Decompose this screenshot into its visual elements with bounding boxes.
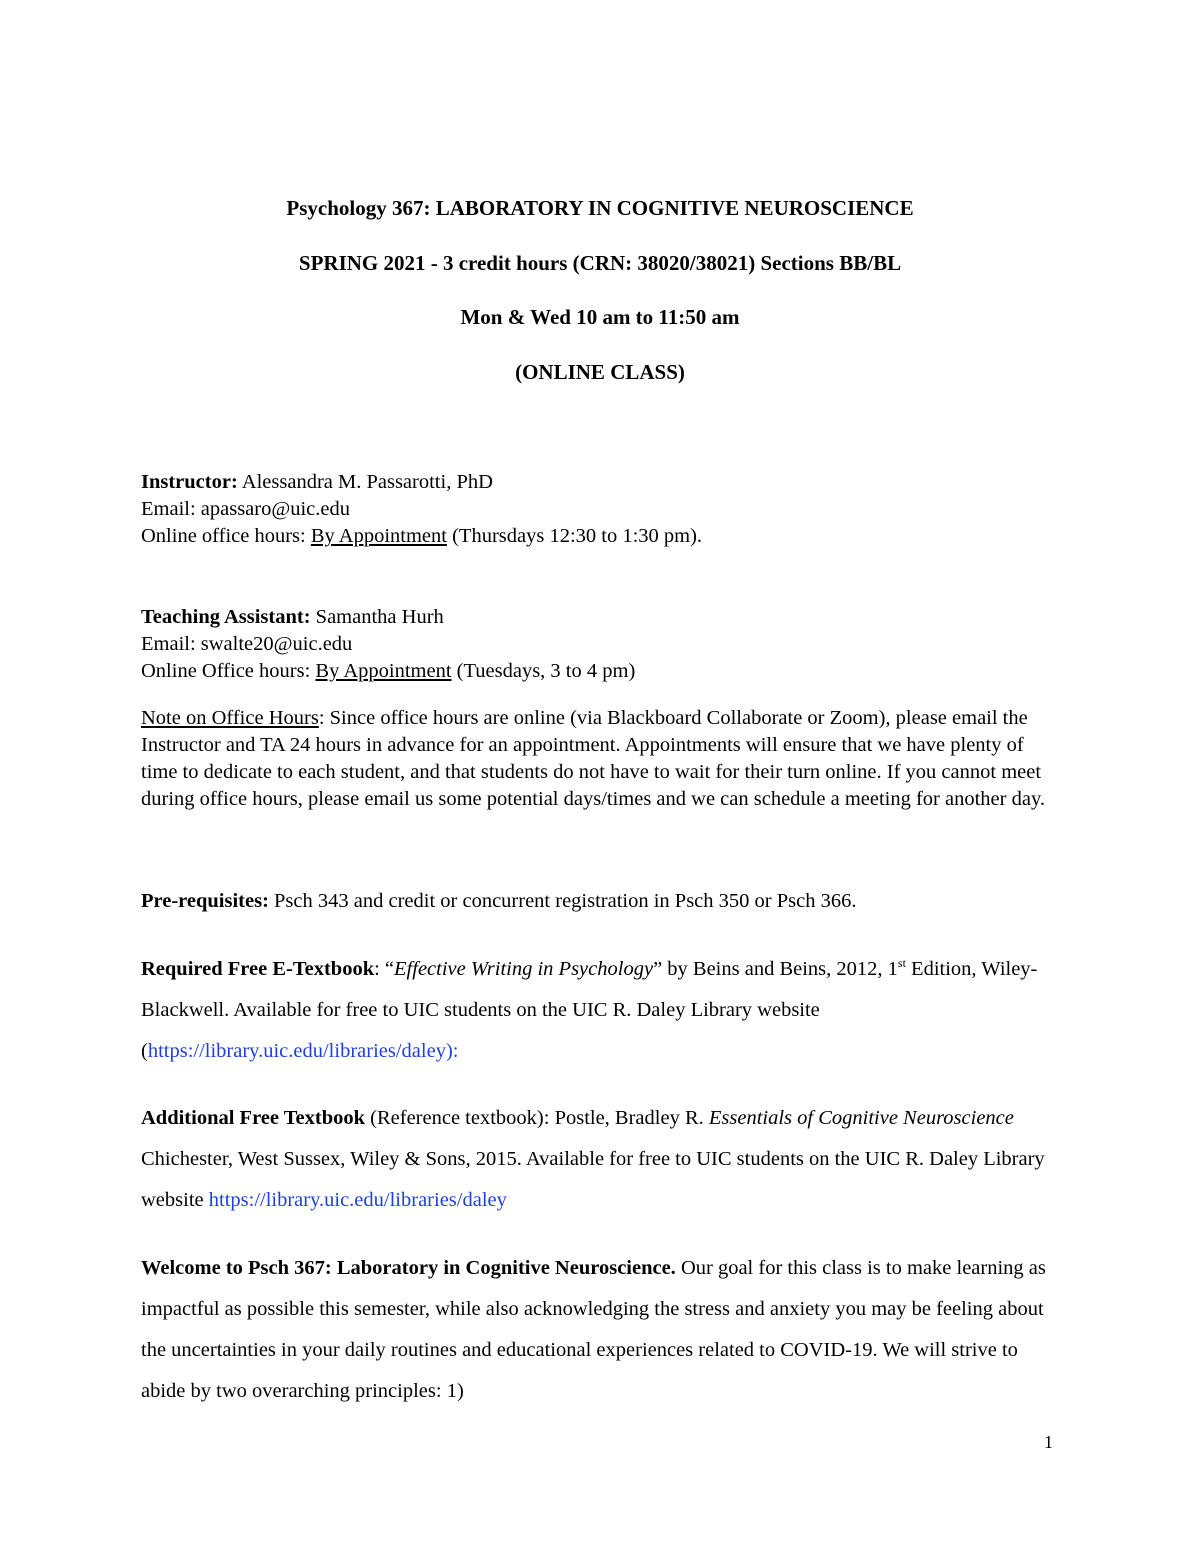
textbook-text-1: : “: [374, 958, 395, 980]
course-semester: SPRING 2021 - 3 credit hours (CRN: 38020/38021) Sections BB/BL: [298, 251, 902, 275]
note-label: Note on Office Hours: [141, 707, 319, 729]
additional-text-2: Chichester, West Sussex, Wiley & Sons, 2015. Available for free to UIC students on the UIC R. Daley Library website: [141, 1148, 1045, 1211]
instructor-name: Alessandra M. Passarotti, PhD: [241, 471, 493, 493]
ta-hours-time: (Tuesdays, 3 to 4 pm): [451, 660, 636, 682]
welcome-paragraph: [141, 1248, 1061, 1412]
textbook-title: Effective Writing in Psychology: [394, 958, 654, 980]
additional-text-1: (Reference textbook): Postle, Bradley R.: [365, 1107, 709, 1129]
additional-textbook: [141, 1098, 1061, 1221]
instructor-appointment-link[interactable]: By Appointment: [310, 525, 447, 547]
page-number: 1: [1044, 1432, 1053, 1452]
textbook-text-3: Edition, Wiley-Blackwell. Available for free to UIC students on the UIC R. Daley Library website (: [141, 958, 1038, 1062]
additional-title: Essentials of Cognitive Neuroscience: [708, 1107, 1014, 1129]
ta-hours-label: Online Office hours:: [141, 660, 316, 682]
welcome-text: Our goal for this class is to make learning as impactful as possible this semester, while also acknowledging the stress and anxiety you may be feeling about the uncertainties in your daily routines and educational experiences related to COVID-19. We will strive to abide by two overarching principles: 1): [141, 1257, 1046, 1402]
additional-library-link[interactable]: https://library.uic.edu/libraries/daley: [208, 1189, 507, 1211]
ta-email: Email: swalte20@uic.edu: [141, 633, 353, 655]
instructor-hours-time: (Thursdays 12:30 to 1:30 pm).: [446, 525, 703, 547]
welcome-label: Welcome to Psch 367: Laboratory in Cognitive Neuroscience.: [141, 1257, 676, 1279]
textbook-label: Required Free E-Textbook: [141, 958, 375, 980]
prerequisites: [141, 888, 1061, 915]
prereq-text: Psch 343 and credit or concurrent registration in Psch 350 or Psch 366.: [268, 890, 857, 912]
instructor-label: Instructor:: [141, 471, 238, 493]
required-textbook: [141, 949, 1061, 1072]
note-text: : Since office hours are online (via Blackboard Collaborate or Zoom), please email the Instructor and TA 24 hours in advance for an appointment. Appointments will ensure that we have plenty of time to dedicate to each student, and that students do not have to wait for their turn online. If you cannot meet during office hours, please email us some potential days/times and we can schedule a meeting for another day.: [141, 707, 1045, 810]
prereq-label: Pre-requisites:: [141, 890, 269, 912]
textbook-text-4: ):: [445, 1040, 459, 1062]
ta-name: Samantha Hurh: [315, 606, 444, 628]
ta-label: Teaching Assistant:: [141, 606, 311, 628]
instructor-hours-label: Online office hours:: [141, 525, 311, 547]
daley-library-link[interactable]: https://library.uic.edu/libraries/daley: [147, 1040, 446, 1062]
instructor-email: Email: apassaro@uic.edu: [141, 498, 351, 520]
office-hours-note: [141, 705, 1061, 813]
course-format: (ONLINE CLASS): [515, 360, 685, 384]
additional-label: Additional Free Textbook: [141, 1107, 366, 1129]
ta-block: [141, 604, 1061, 685]
instructor-block: [141, 469, 1061, 550]
course-title: Psychology 367: LABORATORY IN COGNITIVE NEUROSCIENCE: [286, 196, 914, 220]
ta-appointment-link[interactable]: By Appointment: [315, 660, 452, 682]
textbook-text-2: ” by Beins and Beins, 2012, 1: [653, 958, 898, 980]
course-schedule: Mon & Wed 10 am to 11:50 am: [460, 305, 740, 329]
textbook-edition-sup: st: [897, 956, 906, 971]
